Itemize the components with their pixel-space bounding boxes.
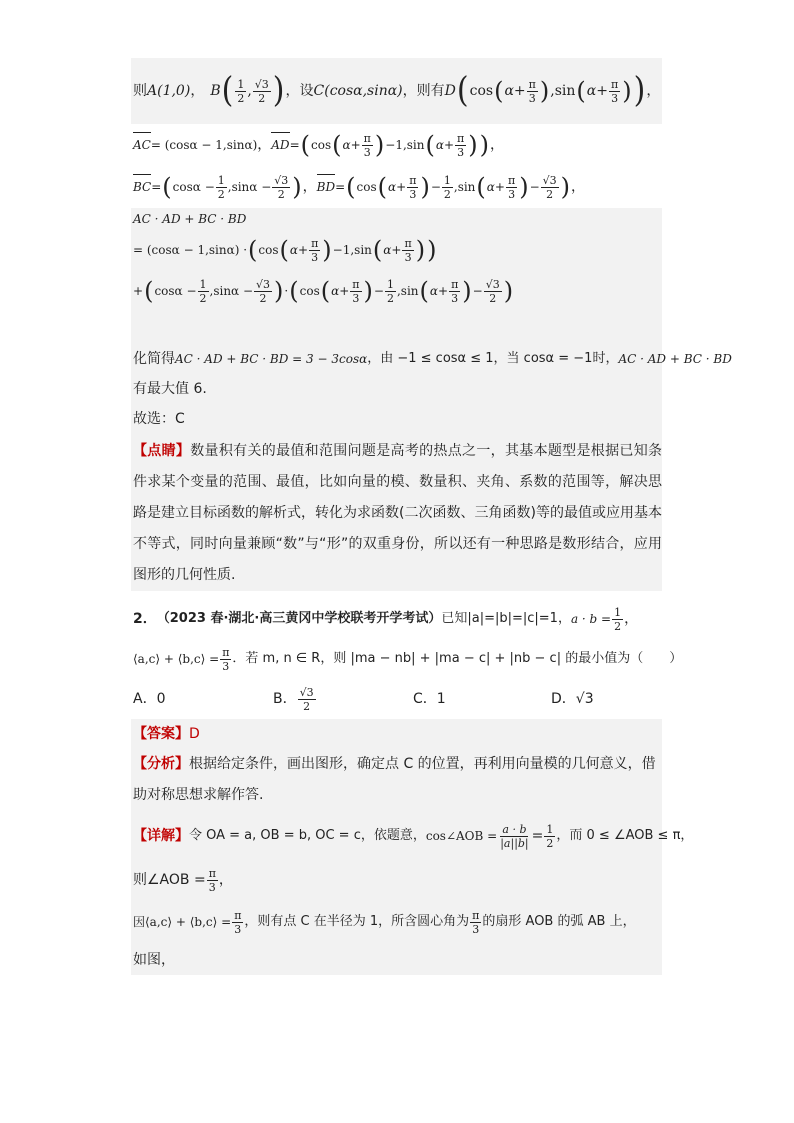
question-number: 2． [133, 611, 157, 627]
text: ， [190, 83, 205, 99]
question-2-line-2: ⟨a,c⟩ + ⟨b,c⟩ = $\frac{\pi}{3}$ ．若 m, n ∈ R，则 |ma − nb| + |ma − c| + |nb − c| 的最小值为（ ） [133, 645, 683, 673]
vector-ac-ad-line: AC = (cosα − 1,sinα) ， AD = ( cos ( α + $\frac{\pi}{3}$ ) −1,sin ( α + $\frac{\pi}{3}$ ) ) ， [133, 131, 505, 159]
paren: ( [221, 70, 234, 111]
point-c: C(cosα,sinα) [313, 83, 403, 99]
question-source: （2023 春·湖北·高三黄冈中学校联考开学考试） [156, 611, 442, 626]
vector-bc: BC [133, 176, 151, 198]
fraction: $\frac{√3}{2}$ [254, 77, 269, 105]
tip-text: 数量积有关的最值和范围问题是高考的热点之一，其基本题型是根据已知条件求某个变量的范围、最值，比如向量的模、数量积、夹角、系数的范围等，解决思路是建立目标函数的解析式，转化为求函数(二次函数、三角函数)等的最值或应用基本不等式，同时向量兼顾“数”与“形”的双重身份，所以还有一种思路是数形结合，应用图形的几何性质. [133, 443, 663, 583]
expand-line-2: + ( cosα − $\frac{1}{2}$ ,sinα − $\frac{√3}{2}$ ) · ( cos ( α + $\frac{\pi}{3}$ ) − $\frac{1}{2}$ , sin ( α + $\frac{\pi}{3}$ ) − $\frac{√3}{2}$ ) [131, 270, 662, 312]
answer-value: D [189, 726, 200, 742]
spacer [131, 312, 662, 344]
option-c[interactable]: C．1 [413, 691, 446, 707]
vector-ac: AC [133, 134, 151, 156]
point-a: A(1,0) [147, 83, 191, 99]
options-row [131, 679, 662, 719]
simplified-expression: AC · AD + BC · BD = 3 − 3cosα [175, 352, 368, 366]
expand-line-1: = (cosα − 1,sinα) · ( cos ( α + $\frac{\pi}{3}$ ) −1,sin ( α + $\frac{\pi}{3}$ ) ) [131, 230, 662, 270]
selected-answer: 故选：C [133, 411, 185, 427]
vector-bc-bd-line: BC = ( cosα − $\frac{1}{2}$ ,sinα − $\frac{√3}{2}$ ) ， BD = ( cos ( α + $\frac{\pi}{3}$ ) − $\frac{1}{2}$ ,sin ( α + $\frac{\pi}{3}$ ) − $\frac{√3}{2}$ ) ， [133, 173, 586, 201]
point-d-label: D [444, 83, 456, 99]
dot-product-expression [131, 208, 662, 230]
text: ，设 [285, 83, 314, 99]
fraction: $\frac{1}{2}$ [237, 77, 245, 105]
analysis-paragraph: 【分析】根据给定条件，画出图形，确定点 C 的位置，再利用向量模的几何意义，借助对称思想求解作答. [133, 756, 656, 803]
point-b-label: B [210, 83, 221, 99]
option-d[interactable]: D．√3 [551, 691, 594, 707]
paren: ) [272, 70, 285, 111]
question-2-line-1: 2． （2023 春·湖北·高三黄冈中学校联考开学考试） 已知|a|=|b|=|c|=1， a · b = $\frac{1}{2}$ ， [133, 605, 639, 633]
vector-ad: AD [271, 134, 289, 156]
because-line: 因⟨a,c⟩ + ⟨b,c⟩ = $\frac{\pi}{3}$ ，则有点 C 在半径为 1，所含圆心角为 $\frac{\pi}{3}$ 的扇形 AOB 的弧 AB 上， [133, 908, 636, 936]
text: ，则有 [402, 83, 445, 99]
figure-line: 如图， [133, 952, 175, 968]
choice-line [131, 404, 662, 434]
angle-line: 则∠AOB = $\frac{\pi}{3}$ ， [133, 866, 233, 894]
document-page [131, 58, 732, 975]
expression: AC · AD + BC · BD [133, 212, 247, 226]
max-value-line: 有最大值 6. [131, 374, 662, 404]
detail-line: 【详解】 令 OA = a, OB = b, OC = c，依题意， cos∠AOB = $\frac{a \cdot b}{|a||b|}$ = $\frac{1}{2}$ ，而 0 ≤ ∠AOB ≤ π， [133, 822, 694, 850]
option-b[interactable]: B． $\frac{√3}{2}$ [273, 685, 314, 713]
option-a[interactable]: A．0 [133, 691, 166, 707]
tip-paragraph [131, 434, 662, 591]
vector-bd: BD [317, 176, 335, 198]
answer-line [131, 719, 662, 749]
answer-tag: 【答案】 [133, 726, 189, 742]
simplify-line: 化简得 AC · AD + BC · BD = 3 − 3cosα ，由 −1 ≤ cosα ≤ 1，当 cosα = −1时， AC · AD + BC · BD [131, 344, 662, 374]
coordinates-line: 则 A(1,0) ， B ( $\frac{1}{2}$ , $\frac{√3}{2}$ ) ，设 C(cosα,sinα) ，则有 D ( cos ( α + $\frac{\pi}{3}$ ) , sin ( α + $\frac{\pi}{3}$ ) ) ， [131, 58, 662, 124]
tip-tag: 【点睛】 [133, 443, 191, 459]
vector-ac-value: = (cosα − 1,sinα) [150, 138, 258, 152]
text: 则 [133, 83, 147, 99]
